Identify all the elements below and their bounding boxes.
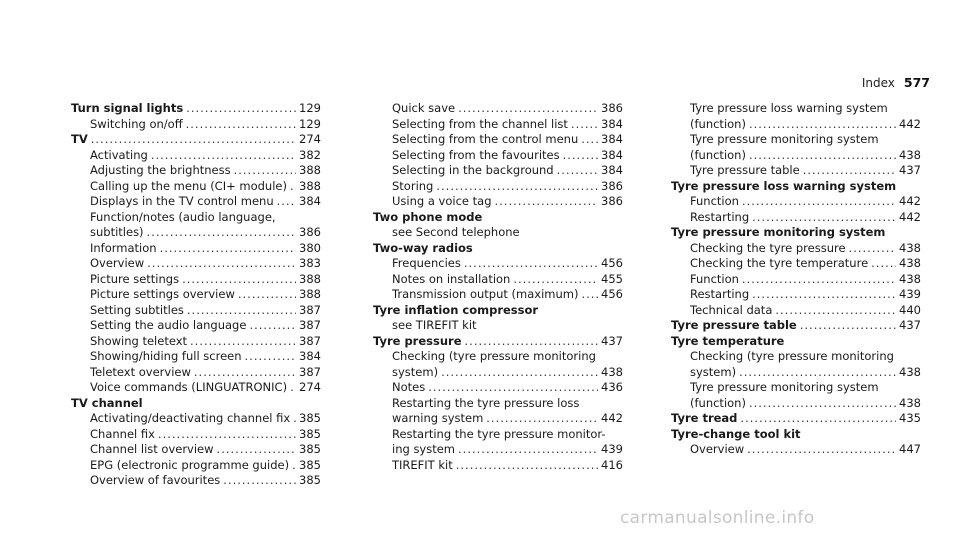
page-reference: 384 bbox=[601, 132, 623, 146]
page-reference: 387 bbox=[299, 318, 321, 332]
index-subentry bbox=[373, 148, 623, 164]
index-subentry bbox=[671, 396, 921, 412]
dot-leader bbox=[557, 163, 598, 179]
entry-text: Picture settings overview bbox=[90, 287, 235, 301]
page-reference: 387 bbox=[299, 302, 321, 317]
entry-text: Notes on installation bbox=[392, 271, 511, 286]
index-subentry bbox=[373, 396, 623, 412]
dot-leader bbox=[441, 365, 598, 381]
entry-text: Voice commands (LINGUATRONIC) bbox=[90, 380, 288, 394]
dot-leader bbox=[871, 256, 896, 272]
index-subentry bbox=[373, 411, 623, 427]
page-reference: 437 bbox=[601, 333, 623, 348]
index-subentry bbox=[71, 411, 321, 427]
dot-leader bbox=[752, 287, 896, 303]
page-reference: 382 bbox=[299, 147, 321, 162]
page-reference: 387 bbox=[299, 333, 321, 348]
page-reference: 274 bbox=[299, 380, 321, 394]
index-heading bbox=[71, 101, 321, 117]
dot-leader bbox=[158, 427, 296, 443]
index-subentry bbox=[373, 179, 623, 195]
page-reference: 385 bbox=[299, 473, 321, 487]
index-subentry bbox=[71, 287, 321, 303]
index-subentry bbox=[71, 179, 321, 195]
page-reference: 456 bbox=[601, 256, 623, 270]
entry-text: Turn signal lights bbox=[71, 101, 184, 115]
entry-text: warning system bbox=[392, 411, 484, 425]
entry-text: Picture settings bbox=[90, 271, 180, 286]
page-reference: 384 bbox=[601, 163, 623, 177]
index-subentry bbox=[71, 241, 321, 257]
index-subentry bbox=[671, 287, 921, 303]
index-subentry bbox=[373, 287, 623, 303]
dot-leader bbox=[217, 442, 297, 458]
index-subentry bbox=[71, 210, 321, 226]
index-heading bbox=[373, 210, 623, 226]
page-reference: 388 bbox=[299, 163, 321, 177]
index-subentry bbox=[671, 256, 921, 272]
entry-text: Activating bbox=[90, 147, 148, 162]
page-reference: 438 bbox=[899, 271, 921, 286]
page-reference: 442 bbox=[899, 116, 921, 131]
entry-text: Selecting from the channel list bbox=[392, 116, 568, 131]
dot-leader bbox=[495, 194, 599, 210]
entry-text: Adjusting the brightness bbox=[90, 163, 231, 177]
entry-text: Setting subtitles bbox=[90, 302, 184, 317]
index-subentry bbox=[373, 427, 623, 443]
dot-leader bbox=[740, 411, 896, 427]
entry-text: Overview bbox=[690, 442, 745, 456]
dot-leader bbox=[147, 225, 297, 241]
entry-text: Selecting from the control menu bbox=[392, 132, 579, 146]
entry-text: Calling up the menu (CI+ module) bbox=[90, 178, 287, 193]
dot-leader bbox=[803, 163, 896, 179]
index-subentry bbox=[671, 210, 921, 226]
index-subentry bbox=[71, 442, 321, 458]
dot-leader bbox=[292, 458, 296, 474]
index-subentry bbox=[373, 163, 623, 179]
index-subentry bbox=[71, 194, 321, 210]
dot-leader bbox=[436, 179, 598, 195]
entry-text: see Second telephone bbox=[392, 225, 520, 239]
entry-text: Overview of favourites bbox=[90, 473, 221, 487]
page-reference: 384 bbox=[299, 194, 321, 208]
index-subentry bbox=[671, 148, 921, 164]
index-subentry bbox=[71, 458, 321, 474]
dot-leader bbox=[775, 303, 896, 319]
page-reference: 384 bbox=[299, 349, 321, 363]
index-subentry bbox=[671, 132, 921, 148]
index-subentry bbox=[373, 132, 623, 148]
index-subentry bbox=[71, 473, 321, 489]
entry-text: Tyre pressure monitoring system bbox=[671, 225, 886, 239]
entry-text: Tyre-change tool kit bbox=[671, 426, 801, 441]
entry-text: ing system bbox=[392, 442, 456, 456]
index-subentry bbox=[671, 380, 921, 396]
dot-leader bbox=[581, 287, 598, 303]
entry-text: Tyre pressure table bbox=[690, 163, 800, 177]
entry-text: Checking (tyre pressure monitoring bbox=[392, 349, 596, 363]
index-column-1 bbox=[71, 101, 321, 489]
page-reference: 438 bbox=[899, 147, 921, 162]
index-subentry bbox=[373, 318, 623, 334]
dot-leader bbox=[749, 148, 896, 164]
entry-text: (function) bbox=[690, 395, 746, 410]
dot-leader bbox=[91, 132, 296, 148]
entry-text: Tyre pressure monitoring system bbox=[690, 380, 879, 394]
page-reference: 274 bbox=[299, 132, 321, 146]
index-subentry bbox=[71, 163, 321, 179]
entry-text: TIREFIT kit bbox=[392, 457, 453, 472]
entry-text: TV bbox=[71, 132, 88, 146]
index-subentry bbox=[71, 148, 321, 164]
dot-leader bbox=[849, 241, 897, 257]
index-heading bbox=[373, 241, 623, 257]
index-heading bbox=[373, 334, 623, 350]
page-reference: 386 bbox=[601, 194, 623, 208]
entry-text: Restarting the tyre pressure loss bbox=[392, 395, 580, 410]
dot-leader bbox=[223, 473, 296, 489]
entry-text: Technical data bbox=[690, 302, 773, 317]
page-reference: 438 bbox=[899, 240, 921, 255]
entry-text: Transmission output (maximum) bbox=[392, 287, 579, 301]
index-subentry bbox=[71, 256, 321, 272]
entry-text: Information bbox=[90, 240, 157, 255]
entry-text: Tyre inflation compressor bbox=[373, 302, 539, 317]
index-subentry bbox=[671, 349, 921, 365]
page-reference: 436 bbox=[601, 380, 623, 394]
entry-text: Restarting bbox=[690, 287, 750, 301]
index-subentry bbox=[71, 117, 321, 133]
dot-leader bbox=[182, 272, 296, 288]
index-subentry bbox=[671, 241, 921, 257]
index-subentry bbox=[71, 225, 321, 241]
index-subentry bbox=[671, 272, 921, 288]
dot-leader bbox=[465, 334, 599, 350]
page-reference: 437 bbox=[899, 163, 921, 177]
entry-text: Displays in the TV control menu bbox=[90, 194, 274, 208]
entry-text: (function) bbox=[690, 116, 746, 131]
entry-text: Activating/deactivating channel fix bbox=[90, 411, 291, 425]
index-subentry bbox=[373, 365, 623, 381]
index-subentry bbox=[71, 349, 321, 365]
dot-leader bbox=[464, 256, 598, 272]
entry-text: Storing bbox=[392, 178, 434, 193]
dot-leader bbox=[147, 256, 296, 272]
index-subentry bbox=[373, 380, 623, 396]
page-reference: 438 bbox=[899, 364, 921, 379]
entry-text: Function/notes (audio language, bbox=[90, 209, 276, 224]
entry-text: Tyre pressure monitoring system bbox=[690, 132, 879, 146]
dot-leader bbox=[238, 287, 296, 303]
index-subentry bbox=[373, 272, 623, 288]
index-heading bbox=[671, 179, 921, 195]
entry-text: Switching on/off bbox=[90, 116, 183, 131]
entry-text: system) bbox=[690, 364, 737, 379]
entry-text: EPG (electronic programme guide) bbox=[90, 457, 290, 472]
entry-text: Checking the tyre pressure bbox=[690, 240, 846, 255]
index-subentry bbox=[373, 194, 623, 210]
index-subentry bbox=[373, 349, 623, 365]
entry-text: Using a voice tag bbox=[392, 194, 492, 208]
entry-text: Channel fix bbox=[90, 426, 155, 441]
dot-leader bbox=[456, 458, 598, 474]
page-reference: 380 bbox=[299, 240, 321, 255]
entry-text: Showing teletext bbox=[90, 333, 188, 348]
entry-text: Function bbox=[690, 194, 739, 208]
dot-leader bbox=[800, 318, 896, 334]
index-subentry bbox=[373, 256, 623, 272]
index-subentry bbox=[671, 194, 921, 210]
page-reference: 442 bbox=[899, 209, 921, 224]
page-reference: 384 bbox=[601, 147, 623, 162]
entry-text: TV channel bbox=[71, 395, 143, 410]
entry-text: Restarting bbox=[690, 209, 750, 224]
page-reference: 129 bbox=[299, 116, 321, 131]
entry-text: Teletext overview bbox=[90, 364, 191, 379]
entry-text: Restarting the tyre pressure monitor- bbox=[392, 426, 606, 441]
page-reference: 388 bbox=[299, 271, 321, 286]
entry-text: Tyre temperature bbox=[671, 333, 785, 348]
entry-text: Checking (tyre pressure monitoring bbox=[690, 349, 894, 363]
entry-text: Function bbox=[690, 271, 739, 286]
page-reference: 439 bbox=[601, 442, 623, 456]
dot-leader bbox=[486, 411, 598, 427]
dot-leader bbox=[563, 148, 598, 164]
entry-text: Tyre tread bbox=[671, 411, 738, 425]
entry-text: Setting the audio language bbox=[90, 318, 247, 332]
entry-text: Two phone mode bbox=[373, 209, 483, 224]
page-reference: 440 bbox=[899, 302, 921, 317]
index-subentry bbox=[373, 458, 623, 474]
dot-leader bbox=[749, 396, 896, 412]
page-reference: 385 bbox=[299, 426, 321, 441]
dot-leader bbox=[742, 272, 896, 288]
dot-leader bbox=[186, 117, 296, 133]
index-column-3 bbox=[671, 101, 921, 458]
index-subentry bbox=[71, 427, 321, 443]
index-heading bbox=[671, 225, 921, 241]
index-subentry bbox=[71, 272, 321, 288]
index-heading bbox=[373, 303, 623, 319]
index-heading bbox=[671, 318, 921, 334]
page-header bbox=[862, 75, 930, 90]
page-reference: 438 bbox=[601, 364, 623, 379]
entry-text: Notes bbox=[392, 380, 426, 394]
dot-leader bbox=[190, 334, 296, 350]
index-subentry bbox=[671, 117, 921, 133]
index-subentry bbox=[71, 303, 321, 319]
index-subentry bbox=[373, 225, 623, 241]
index-subentry bbox=[71, 365, 321, 381]
index-subentry bbox=[71, 380, 321, 396]
entry-text: Tyre pressure loss warning system bbox=[671, 178, 897, 193]
page-reference: 447 bbox=[899, 442, 921, 456]
dot-leader bbox=[739, 365, 896, 381]
dot-leader bbox=[571, 117, 598, 133]
entry-text: Selecting from the favourites bbox=[392, 147, 560, 162]
page-reference: 384 bbox=[601, 116, 623, 131]
dot-leader bbox=[151, 148, 296, 164]
page-reference: 416 bbox=[601, 457, 623, 472]
page-reference: 438 bbox=[899, 395, 921, 410]
dot-leader bbox=[234, 163, 296, 179]
index-subentry bbox=[373, 442, 623, 458]
entry-text: Quick save bbox=[392, 101, 456, 115]
dot-leader bbox=[160, 241, 296, 257]
watermark: carmanualsonline.info bbox=[620, 508, 815, 528]
page-reference: 383 bbox=[299, 256, 321, 270]
entry-text: Tyre pressure table bbox=[671, 318, 797, 332]
index-heading bbox=[671, 411, 921, 427]
dot-leader bbox=[290, 380, 296, 396]
index-heading bbox=[71, 132, 321, 148]
entry-text: see TIREFIT kit bbox=[392, 318, 477, 332]
dot-leader bbox=[458, 101, 598, 117]
page-reference: 388 bbox=[299, 287, 321, 301]
dot-leader bbox=[513, 272, 598, 288]
page-reference: 386 bbox=[601, 101, 623, 115]
page-number: 577 bbox=[903, 75, 930, 90]
index-heading bbox=[671, 334, 921, 350]
dot-leader bbox=[245, 349, 297, 365]
entry-text: (function) bbox=[690, 147, 746, 162]
entry-text: Two-way radios bbox=[373, 240, 473, 255]
dot-leader bbox=[752, 210, 896, 226]
entry-text: Channel list overview bbox=[90, 442, 214, 456]
page-reference: 386 bbox=[601, 178, 623, 193]
dot-leader bbox=[293, 411, 296, 427]
entry-text: Showing/hiding full screen bbox=[90, 349, 242, 363]
dot-leader bbox=[458, 442, 598, 458]
dot-leader bbox=[749, 117, 896, 133]
entry-text: Frequencies bbox=[392, 256, 461, 270]
page-reference: 385 bbox=[299, 442, 321, 456]
index-subentry bbox=[671, 365, 921, 381]
page-reference: 387 bbox=[299, 364, 321, 379]
dot-leader bbox=[747, 442, 896, 458]
index-subentry bbox=[373, 117, 623, 133]
index-subentry bbox=[671, 163, 921, 179]
index-subentry bbox=[671, 442, 921, 458]
entry-text: Tyre pressure bbox=[373, 333, 462, 348]
entry-text: Tyre pressure loss warning system bbox=[690, 101, 888, 115]
dot-leader bbox=[249, 318, 296, 334]
dot-leader bbox=[194, 365, 296, 381]
page-reference: 439 bbox=[899, 287, 921, 301]
page-reference: 442 bbox=[899, 194, 921, 208]
index-column-2 bbox=[373, 101, 623, 473]
page-reference: 438 bbox=[899, 256, 921, 270]
dot-leader bbox=[581, 132, 598, 148]
page-reference: 385 bbox=[299, 411, 321, 425]
entry-text: system) bbox=[392, 364, 439, 379]
entry-text: Selecting in the background bbox=[392, 163, 554, 177]
index-heading bbox=[71, 396, 321, 412]
page-reference: 129 bbox=[299, 101, 321, 115]
entry-text: Overview bbox=[90, 256, 145, 270]
dot-leader bbox=[277, 194, 296, 210]
page-reference: 437 bbox=[899, 318, 921, 332]
dot-leader bbox=[742, 194, 896, 210]
index-subentry bbox=[373, 101, 623, 117]
dot-leader bbox=[186, 101, 296, 117]
page-reference: 388 bbox=[299, 178, 321, 193]
index-subentry bbox=[71, 334, 321, 350]
dot-leader bbox=[290, 179, 296, 195]
page-reference: 455 bbox=[601, 271, 623, 286]
page-reference: 456 bbox=[601, 287, 623, 301]
header-label: Index bbox=[861, 76, 895, 90]
index-subentry bbox=[671, 303, 921, 319]
index-heading bbox=[671, 427, 921, 443]
entry-text: Checking the tyre temperature bbox=[690, 256, 869, 270]
dot-leader bbox=[428, 380, 598, 396]
dot-leader bbox=[187, 303, 296, 319]
page-reference: 435 bbox=[899, 411, 921, 425]
index-subentry bbox=[671, 101, 921, 117]
index-subentry bbox=[71, 318, 321, 334]
entry-text: subtitles) bbox=[90, 225, 144, 239]
page-reference: 386 bbox=[299, 225, 321, 239]
page-reference: 442 bbox=[601, 411, 623, 425]
page-reference: 385 bbox=[299, 457, 321, 472]
